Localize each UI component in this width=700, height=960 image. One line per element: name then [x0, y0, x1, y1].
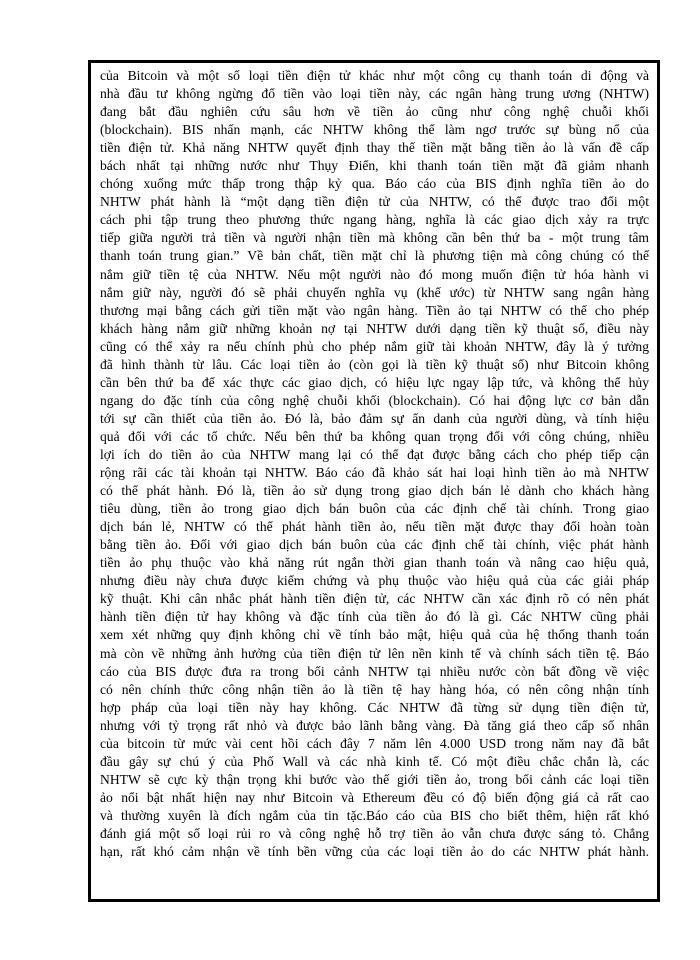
text-line: nhưng với tỷ trọng rất nhỏ và được bảo lãnh bằng vàng. Đà tăng giá theo cấp số nhân: [100, 717, 649, 733]
text-line: và thường xuyên là đích ngắm của tin tặc.Báo cáo của BIS cho biết thêm, hiện rất khó: [100, 807, 649, 823]
text-line: có thể phát hành. Đó là, tiền ảo sử dụng trong giao dịch bán lẻ dành cho khách hàng: [100, 483, 649, 499]
text-line: đang bắt đầu nghiên cứu sâu hơn về tiền ảo cũng như công nghệ chuỗi khối: [100, 104, 649, 120]
text-line: có nên chính thức công nhận tiền ảo là tiền tệ hay hàng hóa, có nên công nhận tính: [100, 681, 649, 697]
text-line: mà còn về những ảnh hưởng của tiền điện tử lên nền kinh tế và chính sách tiền tệ. Báo: [100, 645, 649, 661]
text-line: xem xét những quy định không chỉ về tính bảo mật, hiệu quả của hệ thống thanh toán: [100, 627, 649, 643]
text-line: của Bitcoin và một số loại tiền điện tử khác như một công cụ thanh toán di động và: [100, 68, 649, 83]
text-line: khách hàng nắm giữ những khoản nợ tại NHTW dưới dạng tiền kỹ thuật số, điều này: [100, 320, 649, 336]
text-line: của bitcoin từ mức vài cent hồi cách đây 7 năm lên 4.000 USD trong năm nay đã bắt: [100, 735, 649, 751]
text-line: cáo của BIS được đưa ra trong bối cảnh NHTW tại nhiều nước còn bất đồng về việc: [100, 663, 649, 679]
text-line: cần bên thứ ba để xác thực các giao dịch, có hiệu lực ngay lập tức, và không thể hủy: [100, 374, 649, 390]
text-line: bằng tiền ảo. Đối với giao dịch bán buôn của các định chế tài chính, việc phát hành: [100, 537, 649, 553]
text-line: tiền ảo phụ thuộc vào khả năng rút ngắn thời gian thanh toán và nâng cao hiệu quả,: [100, 555, 649, 571]
text-line: hợp pháp của loại tiền này hay không. Các NHTW đã từng sử dụng tiền điện tử,: [100, 699, 649, 715]
text-line: hạn, rất khó cảm nhận về tính bền vững của các loại tiền ảo do các NHTW phát hành.: [100, 844, 649, 860]
text-line: nhà đầu tư không ngừng đổ tiền vào loại tiền này, các ngân hàng trung ương (NHTW): [100, 86, 649, 102]
text-line: rộng rãi các tài khoản tại NHTW. Báo cáo đã khảo sát hai loại hình tiền ảo mà NHTW: [100, 465, 649, 481]
text-line: thương mại bằng cách gửi tiền mặt vào ngân hàng. Tiền ảo tại NHTW có thể cho phép: [100, 302, 649, 318]
text-line: hành tiền điện tử hay không và đặc tính của tiền ảo đó là gì. Các NHTW cũng phải: [100, 609, 649, 625]
text-line: cách phi tập trung theo phương thức ngang hàng, nghĩa là các giao dịch xảy ra trực: [100, 212, 649, 228]
text-line: chóng xuống mức thấp trong thập kỷ qua. Báo cáo của BIS định nghĩa tiền ảo do: [100, 176, 649, 192]
text-line: NHTW sẽ cực kỳ thận trọng khi bước vào thế giới tiền ảo, trong bối cảnh các loại tiền: [100, 771, 649, 787]
text-line: quả đối với các tổ chức. Nếu bên thứ ba không quan trọng đối với công chúng, nhiều: [100, 428, 649, 444]
text-line: dịch bán lẻ, NHTW có thể phát hành tiền ảo, nếu tiền mặt được thay đổi hoàn toàn: [100, 519, 649, 535]
text-line: (blockchain). BIS nhấn mạnh, các NHTW không thể làm ngơ trước sự bùng nổ của: [100, 122, 649, 138]
text-line: bách nhất tại những nước như Thụy Điển, khi thanh toán tiền mặt đã giảm nhanh: [100, 158, 649, 174]
text-line: ngang do đặc tính của công nghệ chuỗi khối (blockchain). Có hai động lực cơ bản dẫn: [100, 392, 649, 408]
page-border-frame: [88, 60, 660, 902]
text-line: lợi ích do tiền ảo của NHTW mang lại có thể đạt được bằng cách cho phép tiếp cận: [100, 446, 649, 462]
text-line: kỹ thuật. Khi cân nhắc phát hành tiền điện tử, các NHTW cần xác định rõ có nên phát: [100, 591, 649, 607]
text-line: đánh giá một số loại rủi ro và công nghệ hỗ trợ tiền ảo vẫn chưa được sáng tỏ. Chẳng: [100, 825, 649, 841]
text-line: tiếp giữa người trả tiền và người nhận tiền mà không cần bên thứ ba - một trung tâm: [100, 230, 649, 246]
text-line: nắm giữ tiền tệ của NHTW. Nếu một người nào đó mong muốn điện tử hóa hành vi: [100, 266, 649, 282]
text-line: nhưng điều này chưa được kiểm chứng và phụ thuộc vào hiệu quả của các giải pháp: [100, 573, 649, 589]
text-line: tiêu dùng, tiền ảo trong giao dịch bán buôn của các định chế tài chính. Trong giao: [100, 501, 649, 517]
text-line: đã hình thành từ lâu. Các loại tiền ảo (còn gọi là tiền kỹ thuật số) như Bitcoin không: [100, 356, 649, 372]
text-line: cũng có thể xảy ra nếu chính phủ cho phép nắm giữ tài khoản NHTW, đây là ý tưởng: [100, 338, 649, 354]
text-line: tiền điện tử. Khả năng NHTW quyết định thay thế tiền mặt bằng tiền ảo là vấn đề cấp: [100, 140, 649, 156]
text-line: NHTW phát hành là “một dạng tiền điện tử của NHTW, có thể được trao đổi một: [100, 194, 649, 210]
text-line: ảo nổi bật nhất hiện nay như Bitcoin và Ethereum đều có độ biến động giá cả rất cao: [100, 789, 649, 805]
text-line: tới sự cần thiết của tiền ảo. Đó là, bảo đảm sự ẩn danh của người dùng, và tính hiệu: [100, 410, 649, 426]
text-line: đầu gây sự chú ý của Phố Wall và các nhà kinh tế. Có một điều chắc chắn là, các: [100, 753, 649, 769]
body-paragraph: [100, 67, 649, 861]
text-line: nắm giữ này, người đó sẽ phải chuyển nghĩa vụ (khế ước) từ NHTW sang ngân hàng: [100, 284, 649, 300]
text-line: thanh toán trung gian.” Về bản chất, tiền mặt chỉ là phương tiện mà công chúng có thể: [100, 248, 649, 264]
